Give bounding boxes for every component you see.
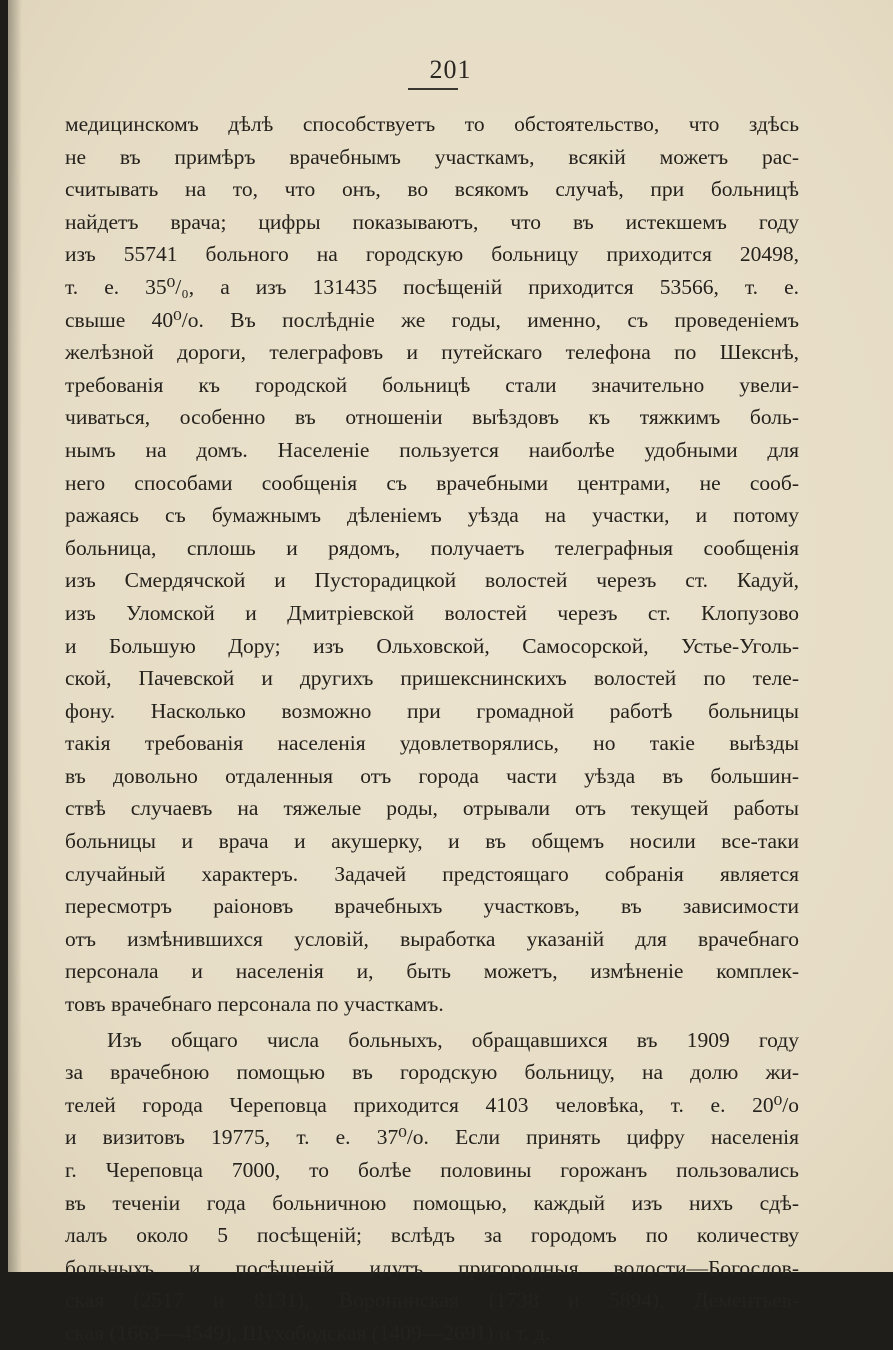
text-line: и Большую Дору; изъ Ольховской, Самосорской, Устье-Уголь- xyxy=(65,633,799,658)
text-line: ражаясь съ бумажнымъ дѣленіемъ уѣзда на участки, и потому xyxy=(65,503,799,528)
text-line: ской, Пачевской и другихъ пришекснинскихъ волостей по теле- xyxy=(65,666,799,691)
text-line: въ теченіи года больничною помощью, каждый изъ нихъ сдѣ- xyxy=(65,1190,799,1215)
text-line: фону. Насколько возможно при громадной работѣ больницы xyxy=(65,698,799,723)
text-line: медицинскомъ дѣлѣ способствуетъ то обстоятельство, что здѣсь xyxy=(65,112,799,136)
text-line: нымъ на домъ. Населеніе пользуется наиболѣе удобными для xyxy=(65,437,799,462)
text-line: ская (1663—4549), Шухободская (1409—2691) и т. д. xyxy=(65,1320,551,1345)
text-line: больницы и врача и акушерку, и въ общемъ носили все-таки xyxy=(65,829,799,854)
text-line: лалъ около 5 посѣщеній; вслѣдъ за городомъ по количеству xyxy=(65,1223,799,1248)
text-line: не въ примѣръ врачебнымъ участкамъ, всякій можетъ рас- xyxy=(65,144,799,169)
paragraph-2 xyxy=(65,1024,799,1350)
text-line: него способами сообщенія съ врачебными центрами, не сооб- xyxy=(65,470,799,495)
text-line: случайный характеръ. Задачей предстоящаго собранія является xyxy=(65,861,799,886)
text-line: пересмотръ раіоновъ врачебныхъ участковъ, въ зависимости xyxy=(65,894,799,919)
document-page xyxy=(8,0,893,1345)
text-line: желѣзной дороги, телеграфовъ и путейскаго телефона по Шекснѣ, xyxy=(65,340,799,365)
text-line: за врачебною помощью въ городскую больницу, на долю жи- xyxy=(65,1060,799,1085)
text-line: товъ врачебнаго персонала по участкамъ. xyxy=(65,992,444,1017)
text-line: ствѣ случаевъ на тяжелые роды, отрывали отъ текущей работы xyxy=(65,796,799,821)
text-line: больныхъ и посѣщеній идутъ пригородныя волости—Богослов- xyxy=(65,1255,799,1280)
text-line: чиваться, особенно въ отношеніи выѣздовъ къ тяжкимъ боль- xyxy=(65,405,799,430)
text-line: г. Череповца 7000, то болѣе половины горожанъ пользовались xyxy=(65,1158,799,1182)
paragraph-1 xyxy=(65,108,799,1021)
text-line: свыше 40⁰/о. Въ послѣдніе же годы, именно, съ проведеніемъ xyxy=(65,307,799,332)
text-line: считывать на то, что онъ, во всякомъ случаѣ, при больницѣ xyxy=(65,177,799,202)
text-line: т. е. 35⁰/₀, а изъ 131435 посѣщеній приходится 53566, т. е. xyxy=(65,274,799,299)
text-line: Изъ общаго числа больныхъ, обращавшихся въ 1909 году xyxy=(107,1027,799,1052)
text-line: такія требованія населенія удовлетворялись, но такіе выѣзды xyxy=(65,731,799,756)
text-line: изъ Смердячской и Пусторадицкой волостей черезъ ст. Кадуй, xyxy=(65,568,799,593)
text-line: больница, сплошь и рядомъ, получаетъ телеграфныя сообщенія xyxy=(65,535,799,560)
page-number-rule xyxy=(408,88,458,90)
text-line: въ довольно отдаленныя отъ города части уѣзда въ большин- xyxy=(65,763,799,788)
page-number: 201 xyxy=(429,55,472,84)
text-line: найдетъ врача; цифры показываютъ, что въ истекшемъ году xyxy=(65,209,799,234)
text-line: персонала и населенія и, быть можетъ, измѣненіе комплек- xyxy=(65,959,799,984)
text-line: ская (2517 и 8131), Воронинская (1738 и 5894), Дементьев- xyxy=(65,1288,799,1313)
text-line: изъ Уломской и Дмитріевской волостей черезъ ст. Клопузово xyxy=(65,600,799,625)
text-line: отъ измѣнившихся условій, выработка указаній для врачебнаго xyxy=(65,926,799,951)
text-line: и визитовъ 19775, т. е. 37⁰/о. Если принять цифру населенія xyxy=(65,1125,799,1150)
body-text xyxy=(65,108,799,1350)
text-line: изъ 55741 больного на городскую больницу приходится 20498, xyxy=(65,242,799,267)
binding-shadow xyxy=(8,0,22,1272)
text-line: телей города Череповца приходится 4103 человѣка, т. е. 20⁰/о xyxy=(65,1092,799,1117)
text-line: требованія къ городской больницѣ стали значительно увели- xyxy=(65,372,799,397)
